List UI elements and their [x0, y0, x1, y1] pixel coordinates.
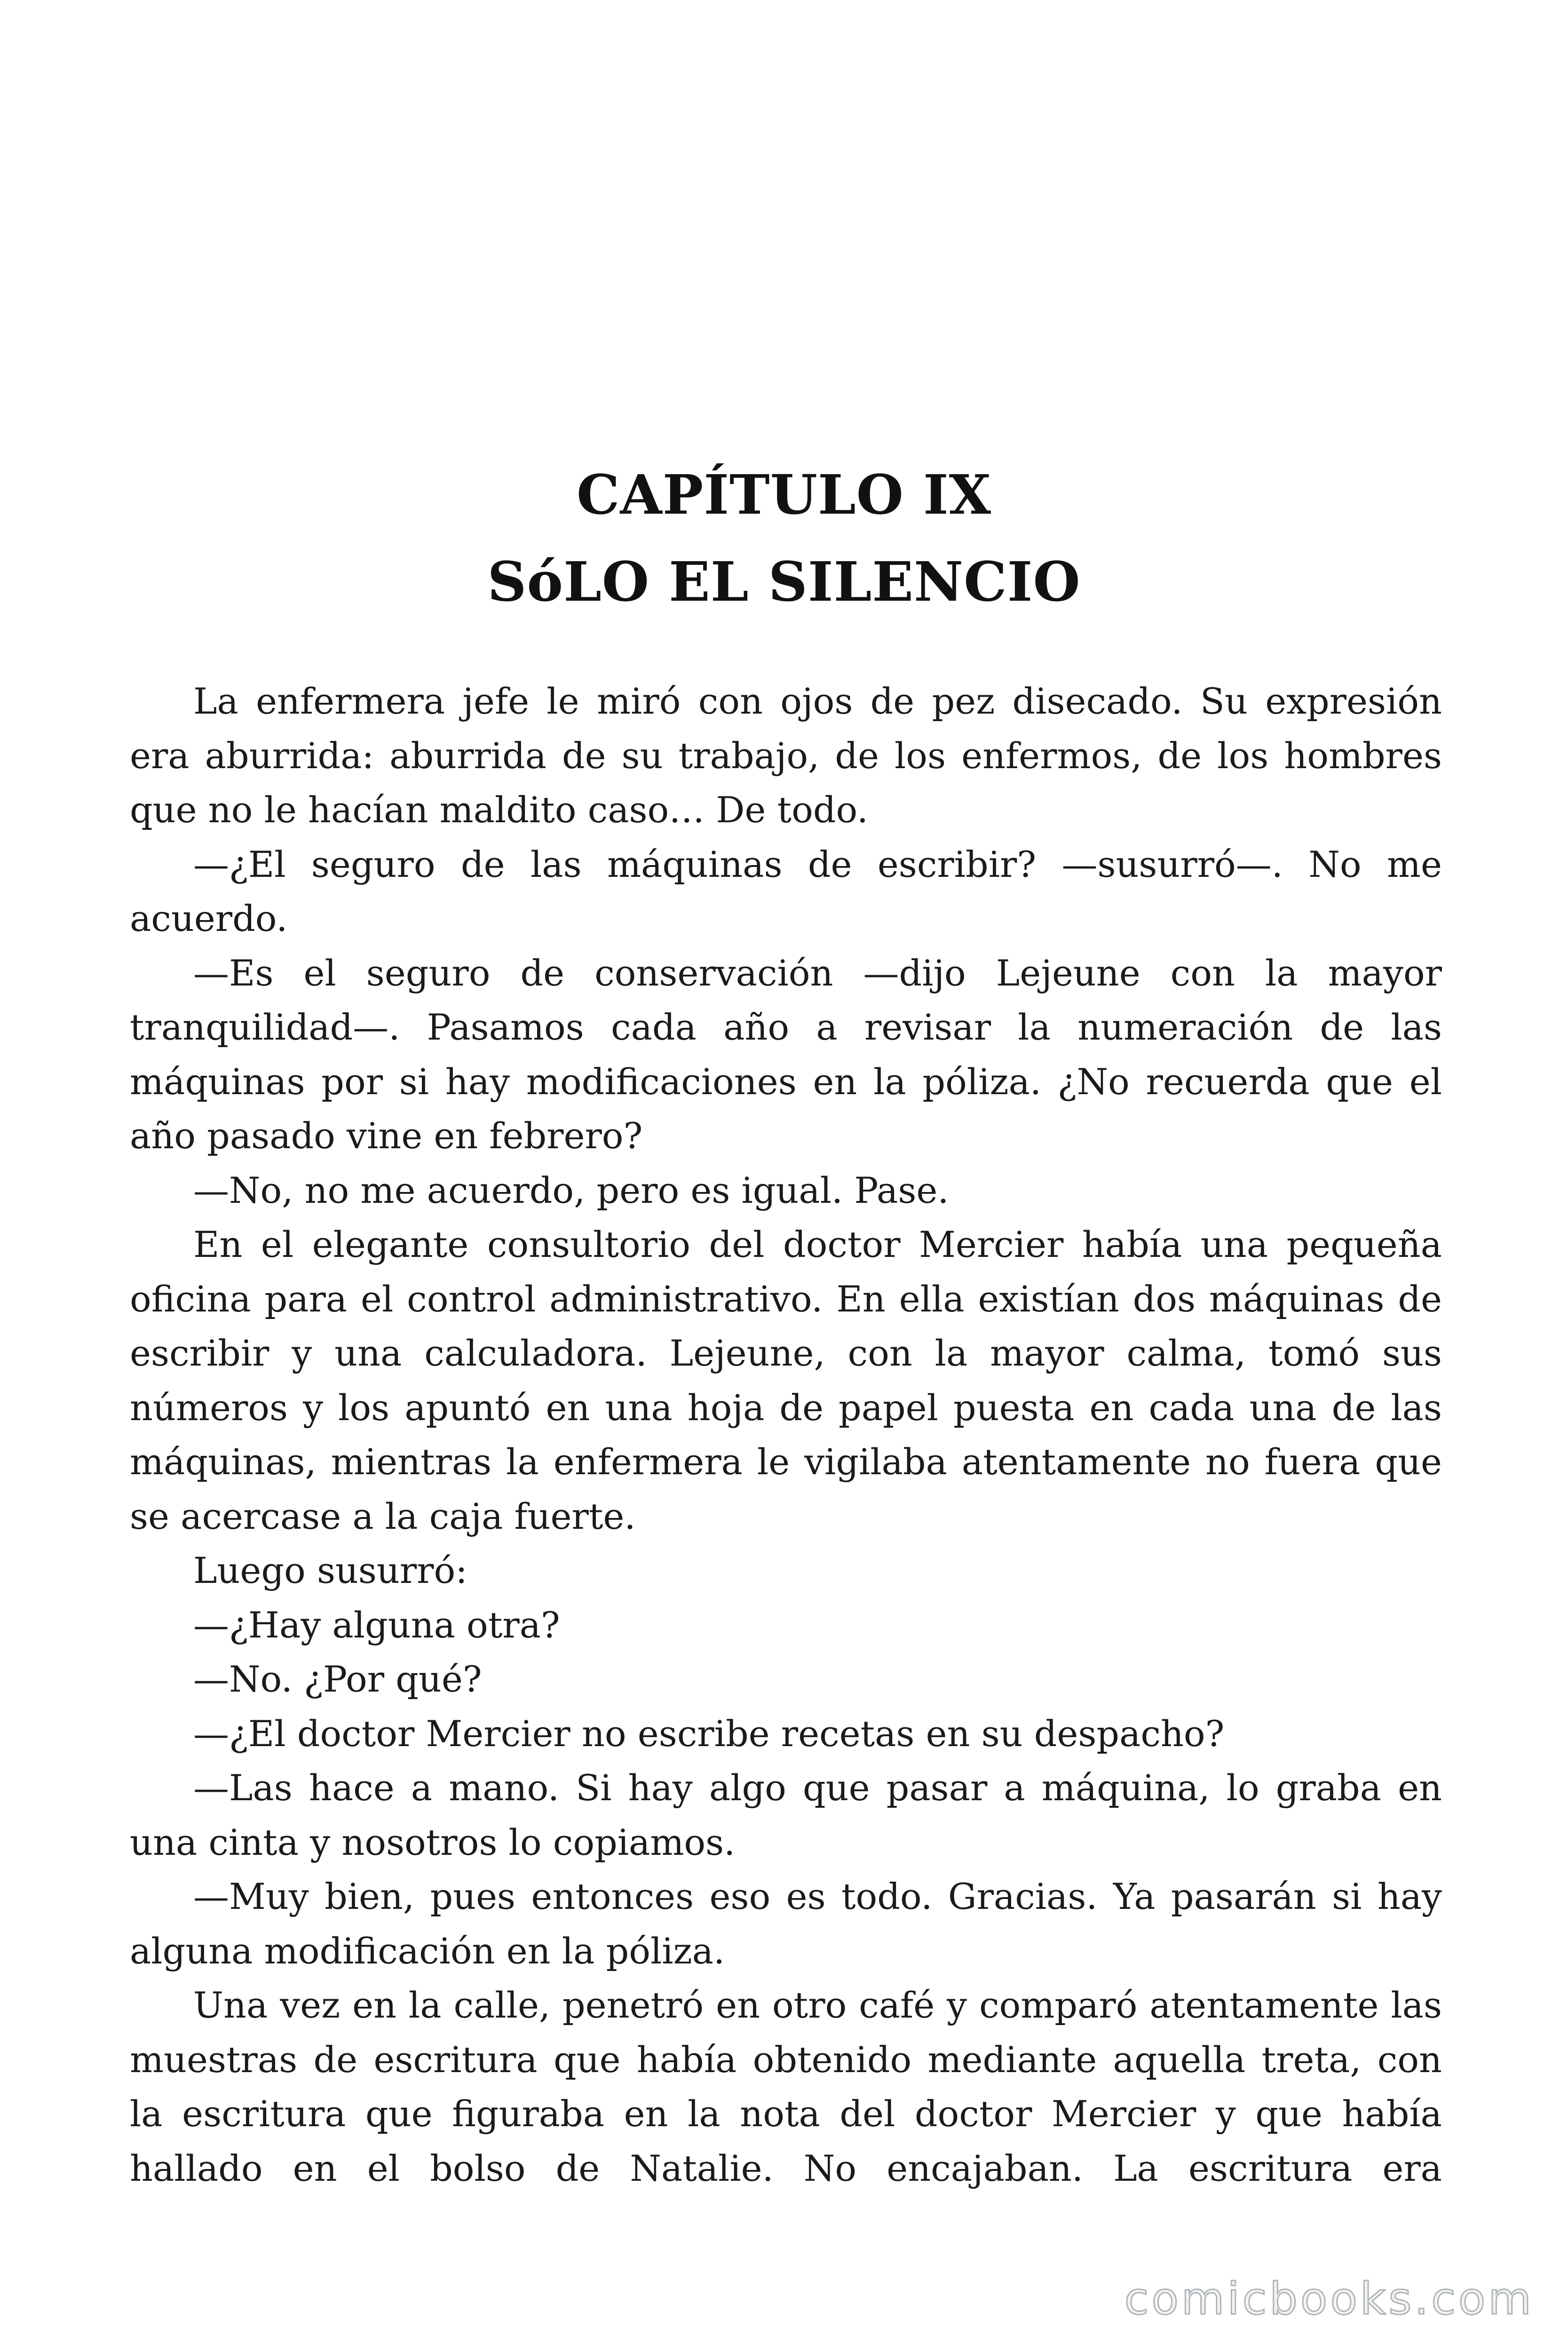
watermark: comicbooks.com: [1124, 2273, 1534, 2325]
paragraph: —No, no me acuerdo, pero es igual. Pase.: [193, 1169, 949, 1211]
paragraph: —No. ¿Por qué?: [193, 1658, 482, 1700]
body-text: [130, 674, 1442, 2195]
paragraph: —¿El doctor Mercier no escribe recetas en su despacho?: [193, 1712, 1225, 1755]
paragraph: —Muy bien, pues entonces eso es todo. Gracias. Ya pasarán si hay alguna modificación en la póliza.: [130, 1875, 1442, 1972]
chapter-heading: [0, 452, 1568, 626]
paragraph: —¿El seguro de las máquinas de escribir? —susurró—. No me acuerdo.: [130, 843, 1442, 939]
paragraph: En el elegante consultorio del doctor Mercier había una pequeña oficina para el control administrativo. En ella existían dos máquinas de escribir y una calculadora. Lejeune, con la mayor calma, tomó sus números y los apuntó en una hoja de papel puesta en cada una de las máquinas, mientras la enfermera le vigilaba atentamente no fuera que se acercase a la caja fuerte.: [130, 1224, 1442, 1537]
paragraph: Luego susurró:: [193, 1549, 467, 1591]
paragraph: Una vez en la calle, penetró en otro café y comparó atentamente las muestras de escritura que había obtenido mediante aquella treta, con la escritura que figuraba en la nota del doctor Mercier y que había hallado en el bolso de Natalie. No encajaban. La escritura era: [130, 1984, 1442, 2189]
paragraph: La enfermera jefe le miró con ojos de pez disecado. Su expresión era aburrida: aburrida de su trabajo, de los enfermos, de los hombres que no le hacían maldito caso… De todo.: [130, 680, 1442, 831]
chapter-title: SóLO EL SILENCIO: [487, 550, 1081, 614]
chapter-number: CAPÍTULO IX: [577, 463, 991, 527]
paragraph: —Es el seguro de conservación —dijo Lejeune con la mayor tranquilidad—. Pasamos cada año a revisar la numeración de las máquinas por si hay modificaciones en la póliza. ¿No recuerda que el año pasado vine en febrero?: [130, 952, 1442, 1157]
paragraph: —¿Hay alguna otra?: [193, 1604, 560, 1646]
paragraph: —Las hace a mano. Si hay algo que pasar a máquina, lo graba en una cinta y nosotros lo copiamos.: [130, 1767, 1442, 1863]
